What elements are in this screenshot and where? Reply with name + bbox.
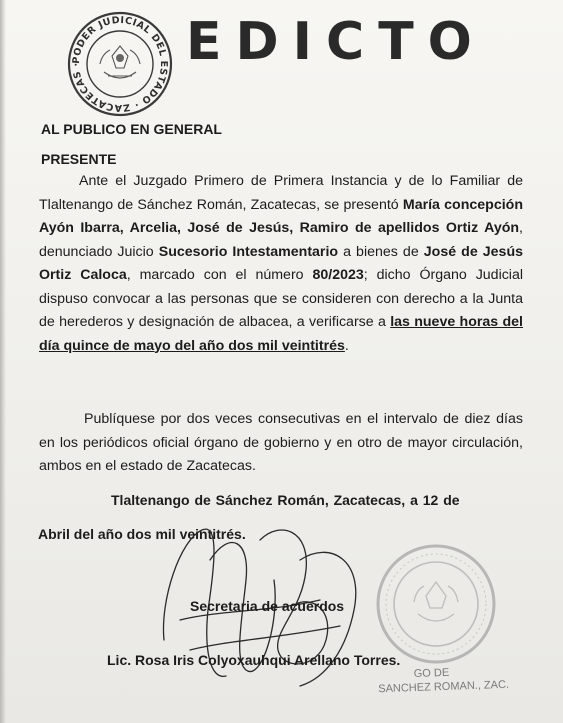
publication-paragraph: Publíquese por dos veces consecutivas en el intervalo de diez días en los periódicos oficial órgano de gobierno y en otro de mayor circulación, ambos en el estado de Zacatecas.	[39, 411, 523, 474]
petitioner-names: María concepción Ayón Ibarra, Arcelia, José de Jesús, Ramiro de apellidos Ortiz Ayón	[39, 196, 523, 236]
judicial-seal-icon	[66, 10, 174, 118]
p1-text-3: a bienes de	[338, 243, 424, 260]
main-paragraph	[39, 170, 523, 358]
p1-text-4: , marcado con el número	[126, 267, 313, 283]
hearing-date: las nueve horas del día quince de mayo del año dos mil veintitrés	[39, 314, 523, 354]
svg-text:PODER JUDICIAL DEL ESTADO · ZA	[71, 15, 169, 113]
p1-text-2: , denunciado Juicio	[39, 220, 523, 260]
court-stamp-icon	[374, 542, 498, 666]
p1-text-6: .	[344, 337, 349, 354]
addressee-line: AL PUBLICO EN GENERAL	[41, 121, 222, 137]
page-edge-shadow	[0, 0, 6, 723]
document-title: EDICTO	[186, 12, 486, 72]
stamp-text	[378, 664, 510, 697]
seal-ring-text: PODER JUDICIAL DEL ESTADO · ZACATECAS ·	[70, 14, 170, 114]
p1-text-5: ; dicho Órgano Judicial dispuso convocar a las personas que se consideren con derecho a la Junta de herederos y designación de albacea, a verificarse a	[39, 267, 524, 330]
deceased-name: José de Jesús Ortiz Caloca	[39, 243, 523, 283]
signer-name: Lic. Rosa Iris Colyoxauhqui Arellano Torres.	[107, 652, 401, 668]
stamp-line-2: SANCHEZ ROMAN., ZAC.	[378, 678, 510, 696]
case-type: Sucesorio Intestamentario	[158, 243, 339, 260]
place-date-line-1: Tlaltenango de Sánchez Román, Zacatecas, a 12 de	[111, 492, 460, 508]
stamp-line-1: GO DE	[413, 666, 450, 681]
place-date-line-2: Abril del año dos mil veintitrés.	[38, 526, 246, 542]
case-number: 80/2023	[312, 267, 364, 283]
p1-text-1: Ante el Juzgado Primero de Primera Instancia y de lo Familiar de Tlaltenango de Sánchez Román, Zacatecas, se presentó	[39, 173, 523, 213]
signer-title: Secretaria de acuerdos	[190, 598, 345, 614]
presente-line: PRESENTE	[41, 151, 117, 167]
